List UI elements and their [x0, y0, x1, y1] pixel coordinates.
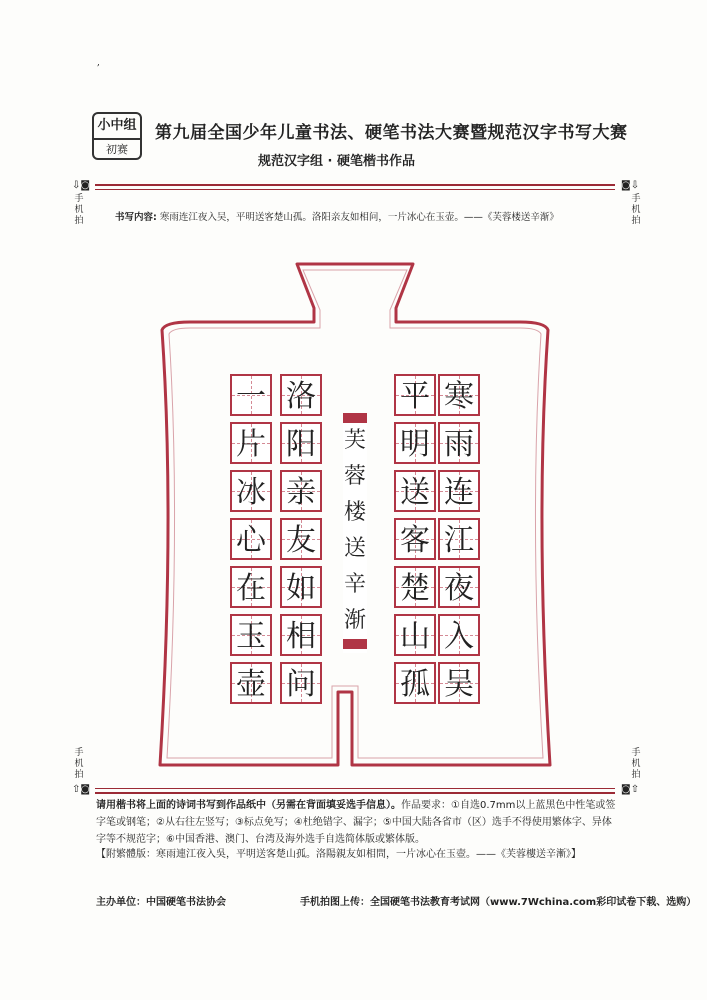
bottom-rule-thin — [95, 788, 615, 789]
grid-cell — [230, 470, 272, 512]
grid-cell — [230, 614, 272, 656]
grid-cell — [438, 566, 480, 608]
side-label-tl: 手机拍 — [74, 194, 84, 226]
grid-char: 壶 — [236, 667, 266, 702]
grid-char: 片 — [236, 427, 266, 462]
organizer: 主办单位：中国硬笔书法协会 — [96, 897, 226, 908]
grid-char: 洛 — [286, 379, 316, 414]
traditional-version: 【附繁體版：寒雨連江夜入吳，平明送客楚山孤。洛陽親友如相問，一片冰心在玉壺。——《芙蓉樓送辛漸》】 — [96, 849, 581, 860]
grid-char: 江 — [444, 523, 474, 558]
title-char: 渐 — [343, 608, 366, 633]
title-char: 楼 — [343, 500, 366, 525]
grid-cell — [394, 614, 436, 656]
grid-cell — [280, 422, 322, 464]
grid-char: 吴 — [444, 667, 474, 702]
title-char: 芙 — [343, 428, 366, 453]
poem-title — [343, 423, 367, 639]
grid-char: 在 — [236, 571, 266, 606]
grid-cell — [280, 470, 322, 512]
grid-cell — [438, 662, 480, 704]
grid-cell — [394, 662, 436, 704]
grid-cell — [230, 374, 272, 416]
grid-cell — [394, 374, 436, 416]
grid-char: 雨 — [444, 427, 474, 462]
page-title: 第九届全国少年儿童书法、硬笔书法大赛暨规范汉字书写大赛 — [155, 123, 628, 143]
title-char: 送 — [343, 536, 366, 561]
grid-cell — [280, 614, 322, 656]
grid-cell — [438, 614, 480, 656]
page-subtitle: 规范汉字组 · 硬笔楷书作品 — [258, 154, 415, 169]
grid-cell — [280, 518, 322, 560]
instructions — [96, 797, 621, 848]
grid-cell — [394, 566, 436, 608]
group-label: 小中组 — [94, 114, 140, 140]
grid-cell — [438, 422, 480, 464]
grid-char: 连 — [444, 475, 474, 510]
upload-note: 手机拍图上传：全国硬笔书法教育考试网（www.7Wchina.com彩印试卷下载、选购） — [300, 897, 697, 908]
grid-char: 相 — [286, 619, 316, 654]
grid-cell — [230, 518, 272, 560]
grid-char: 问 — [286, 667, 316, 702]
grid-cell — [280, 374, 322, 416]
grid-char: 客 — [400, 523, 430, 558]
grid-char: 玉 — [236, 619, 266, 654]
grid-cell — [394, 422, 436, 464]
grid-cell — [438, 374, 480, 416]
grid-cell — [438, 470, 480, 512]
instructions-lead: 请用楷书将上面的诗词书写到作品纸中（另需在背面填妥选手信息）。 — [96, 800, 401, 811]
poem-title-strip — [343, 413, 367, 653]
camera-icon: ⇧◙ — [72, 784, 91, 795]
grid-cell — [230, 566, 272, 608]
grid-cell — [438, 518, 480, 560]
grid-char: 如 — [286, 571, 316, 606]
grid-char: 平 — [400, 379, 430, 414]
round-label: 初赛 — [106, 143, 128, 156]
title-char: 蓉 — [343, 464, 366, 489]
grid-cell — [394, 470, 436, 512]
camera-icon: ⇩◙ — [72, 180, 91, 191]
grid-char: 寒 — [444, 379, 474, 414]
grid-cell — [280, 662, 322, 704]
grid-char: 夜 — [444, 571, 474, 606]
camera-icon: ◙⇧ — [621, 784, 640, 795]
grid-char: 阳 — [286, 427, 316, 462]
camera-icon: ◙⇩ — [621, 180, 640, 191]
title-cap-top — [343, 413, 367, 423]
side-label-bl: 手机拍 — [74, 748, 84, 780]
grid-char: 亲 — [286, 475, 316, 510]
title-cap-bottom — [343, 639, 367, 649]
bottom-rule — [95, 792, 615, 794]
grid-char: 楚 — [400, 571, 430, 606]
title-char: 辛 — [343, 572, 366, 597]
grid-char: 山 — [400, 619, 430, 654]
grid-cell — [230, 662, 272, 704]
grid-char: 冰 — [236, 475, 266, 510]
side-label-br: 手机拍 — [631, 748, 641, 780]
grid-cell — [230, 422, 272, 464]
grid-cell — [394, 518, 436, 560]
content-label: 书写内容: — [115, 212, 157, 223]
instructions-requirements: 作品要求：①自选0.7mm以上蓝黑色中性笔或签字笔或钢笔；②从右往左竖写；③标点免写；④杜绝错字、漏字；⑤中国大陆各省市（区）选手不得使用繁体字、异体字等不规范字；⑥中国香港、澳门、台湾及海外选手自选简体版或繁体版。 — [96, 800, 616, 845]
grid-char: 送 — [400, 475, 430, 510]
grid-char: 友 — [286, 523, 316, 558]
grid-cell — [280, 566, 322, 608]
grid-char: 一 — [236, 379, 266, 414]
grid-char: 心 — [236, 523, 266, 558]
content-text: 寒雨连江夜入吴，平明送客楚山孤。洛阳亲友如相问，一片冰心在玉壶。——《芙蓉楼送辛渐》 — [159, 212, 559, 223]
mark: , — [97, 58, 100, 68]
grid-char: 孤 — [400, 667, 430, 702]
side-label-tr: 手机拍 — [631, 194, 641, 226]
grid-char: 明 — [400, 427, 430, 462]
grid-char: 入 — [444, 619, 474, 654]
